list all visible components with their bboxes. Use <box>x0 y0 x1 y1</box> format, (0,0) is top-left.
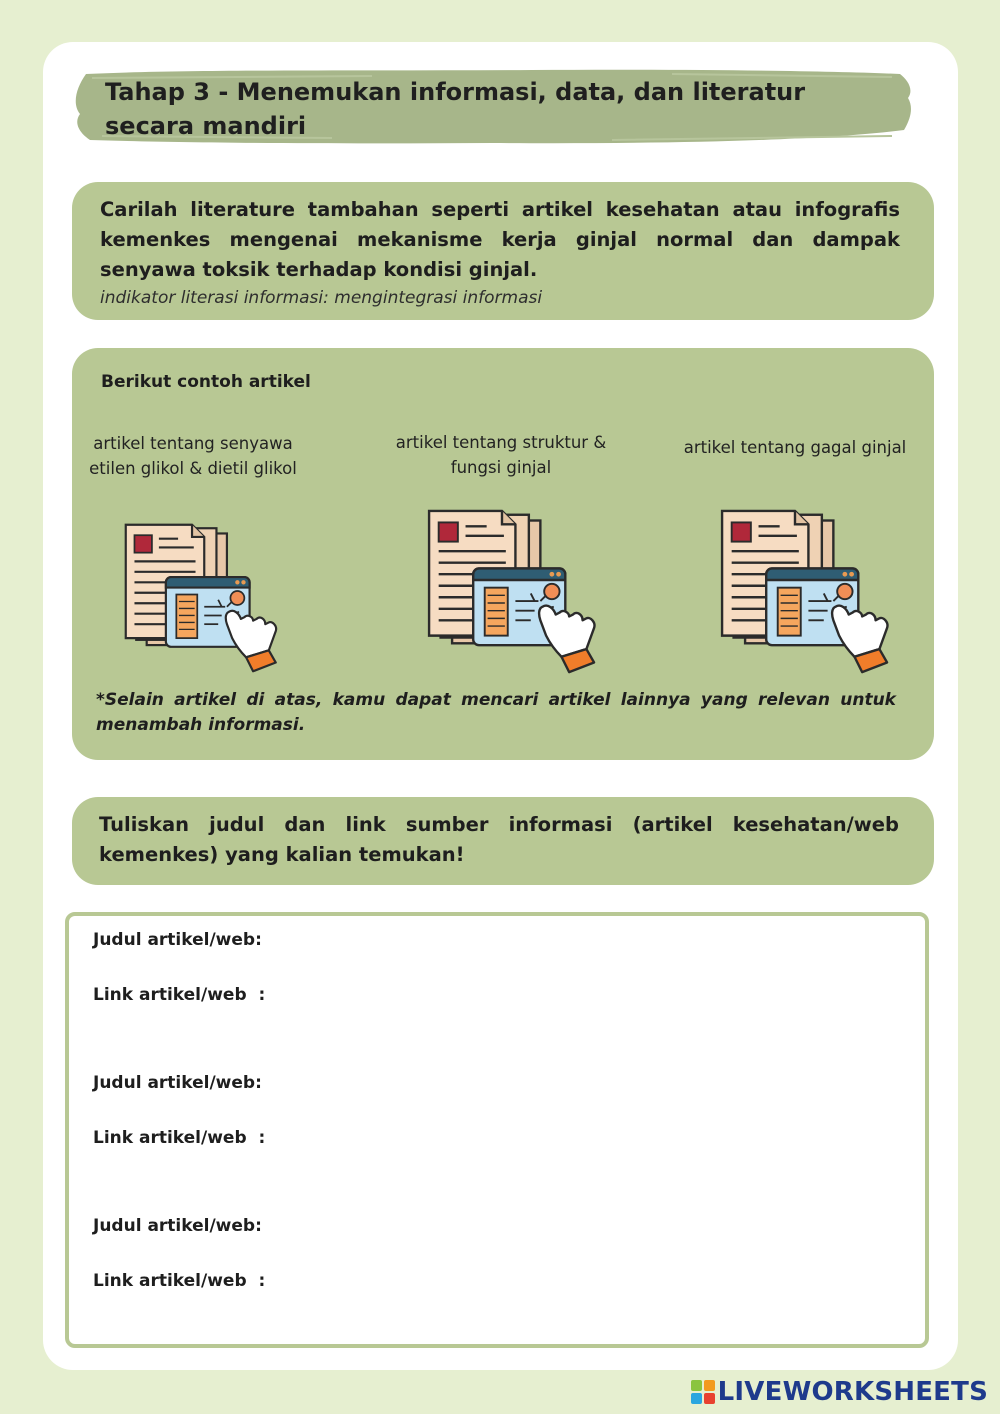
answer-box <box>65 912 929 1348</box>
link-field-label[interactable]: Link artikel/web : <box>93 1271 266 1291</box>
example-1-caption: artikel tentang senyawa etilen glikol & dietil glikol <box>89 434 297 478</box>
example-3-caption: artikel tentang gagal ginjal <box>683 438 907 457</box>
indicator-text: indikator literasi informasi: mengintegrasi informasi <box>100 288 543 308</box>
liveworksheets-logo[interactable] <box>690 1375 988 1409</box>
article-link-icon[interactable] <box>406 509 621 674</box>
article-link-icon[interactable] <box>699 509 914 674</box>
task-card <box>72 797 934 885</box>
examples-heading: Berikut contoh artikel <box>101 372 311 392</box>
instruction-card <box>72 182 934 320</box>
link-field-label[interactable]: Link artikel/web : <box>93 985 266 1005</box>
example-2-caption: artikel tentang struktur & fungsi ginjal <box>395 433 607 477</box>
title-field-label[interactable]: Judul artikel/web: <box>93 1216 262 1236</box>
page-title: Tahap 3 - Menemukan informasi, data, dan literatur secara mandiri <box>105 78 806 140</box>
task-text: Tuliskan judul dan link sumber informasi (artikel kesehatan/web kemenkes) yang kalian temukan! <box>99 813 899 866</box>
title-field-label[interactable]: Judul artikel/web: <box>93 930 262 950</box>
link-field-label[interactable]: Link artikel/web : <box>93 1128 266 1148</box>
examples-note: *Selain artikel di atas, kamu dapat mencari artikel lainnya yang relevan untuk menambah informasi. <box>96 690 896 735</box>
examples-card <box>72 348 934 760</box>
liveworksheets-wordmark: LIVEWORKSHEETS <box>717 1377 988 1407</box>
title-banner <box>72 68 914 146</box>
liveworksheets-mark-icon <box>690 1379 716 1405</box>
title-field-label[interactable]: Judul artikel/web: <box>93 1073 262 1093</box>
article-link-icon[interactable] <box>95 523 310 673</box>
instruction-text: Carilah literature tambahan seperti artikel kesehatan atau infografis kemenkes mengenai mekanisme kerja ginjal normal dan dampak senyawa toksik terhadap kondisi ginjal. <box>100 198 900 281</box>
